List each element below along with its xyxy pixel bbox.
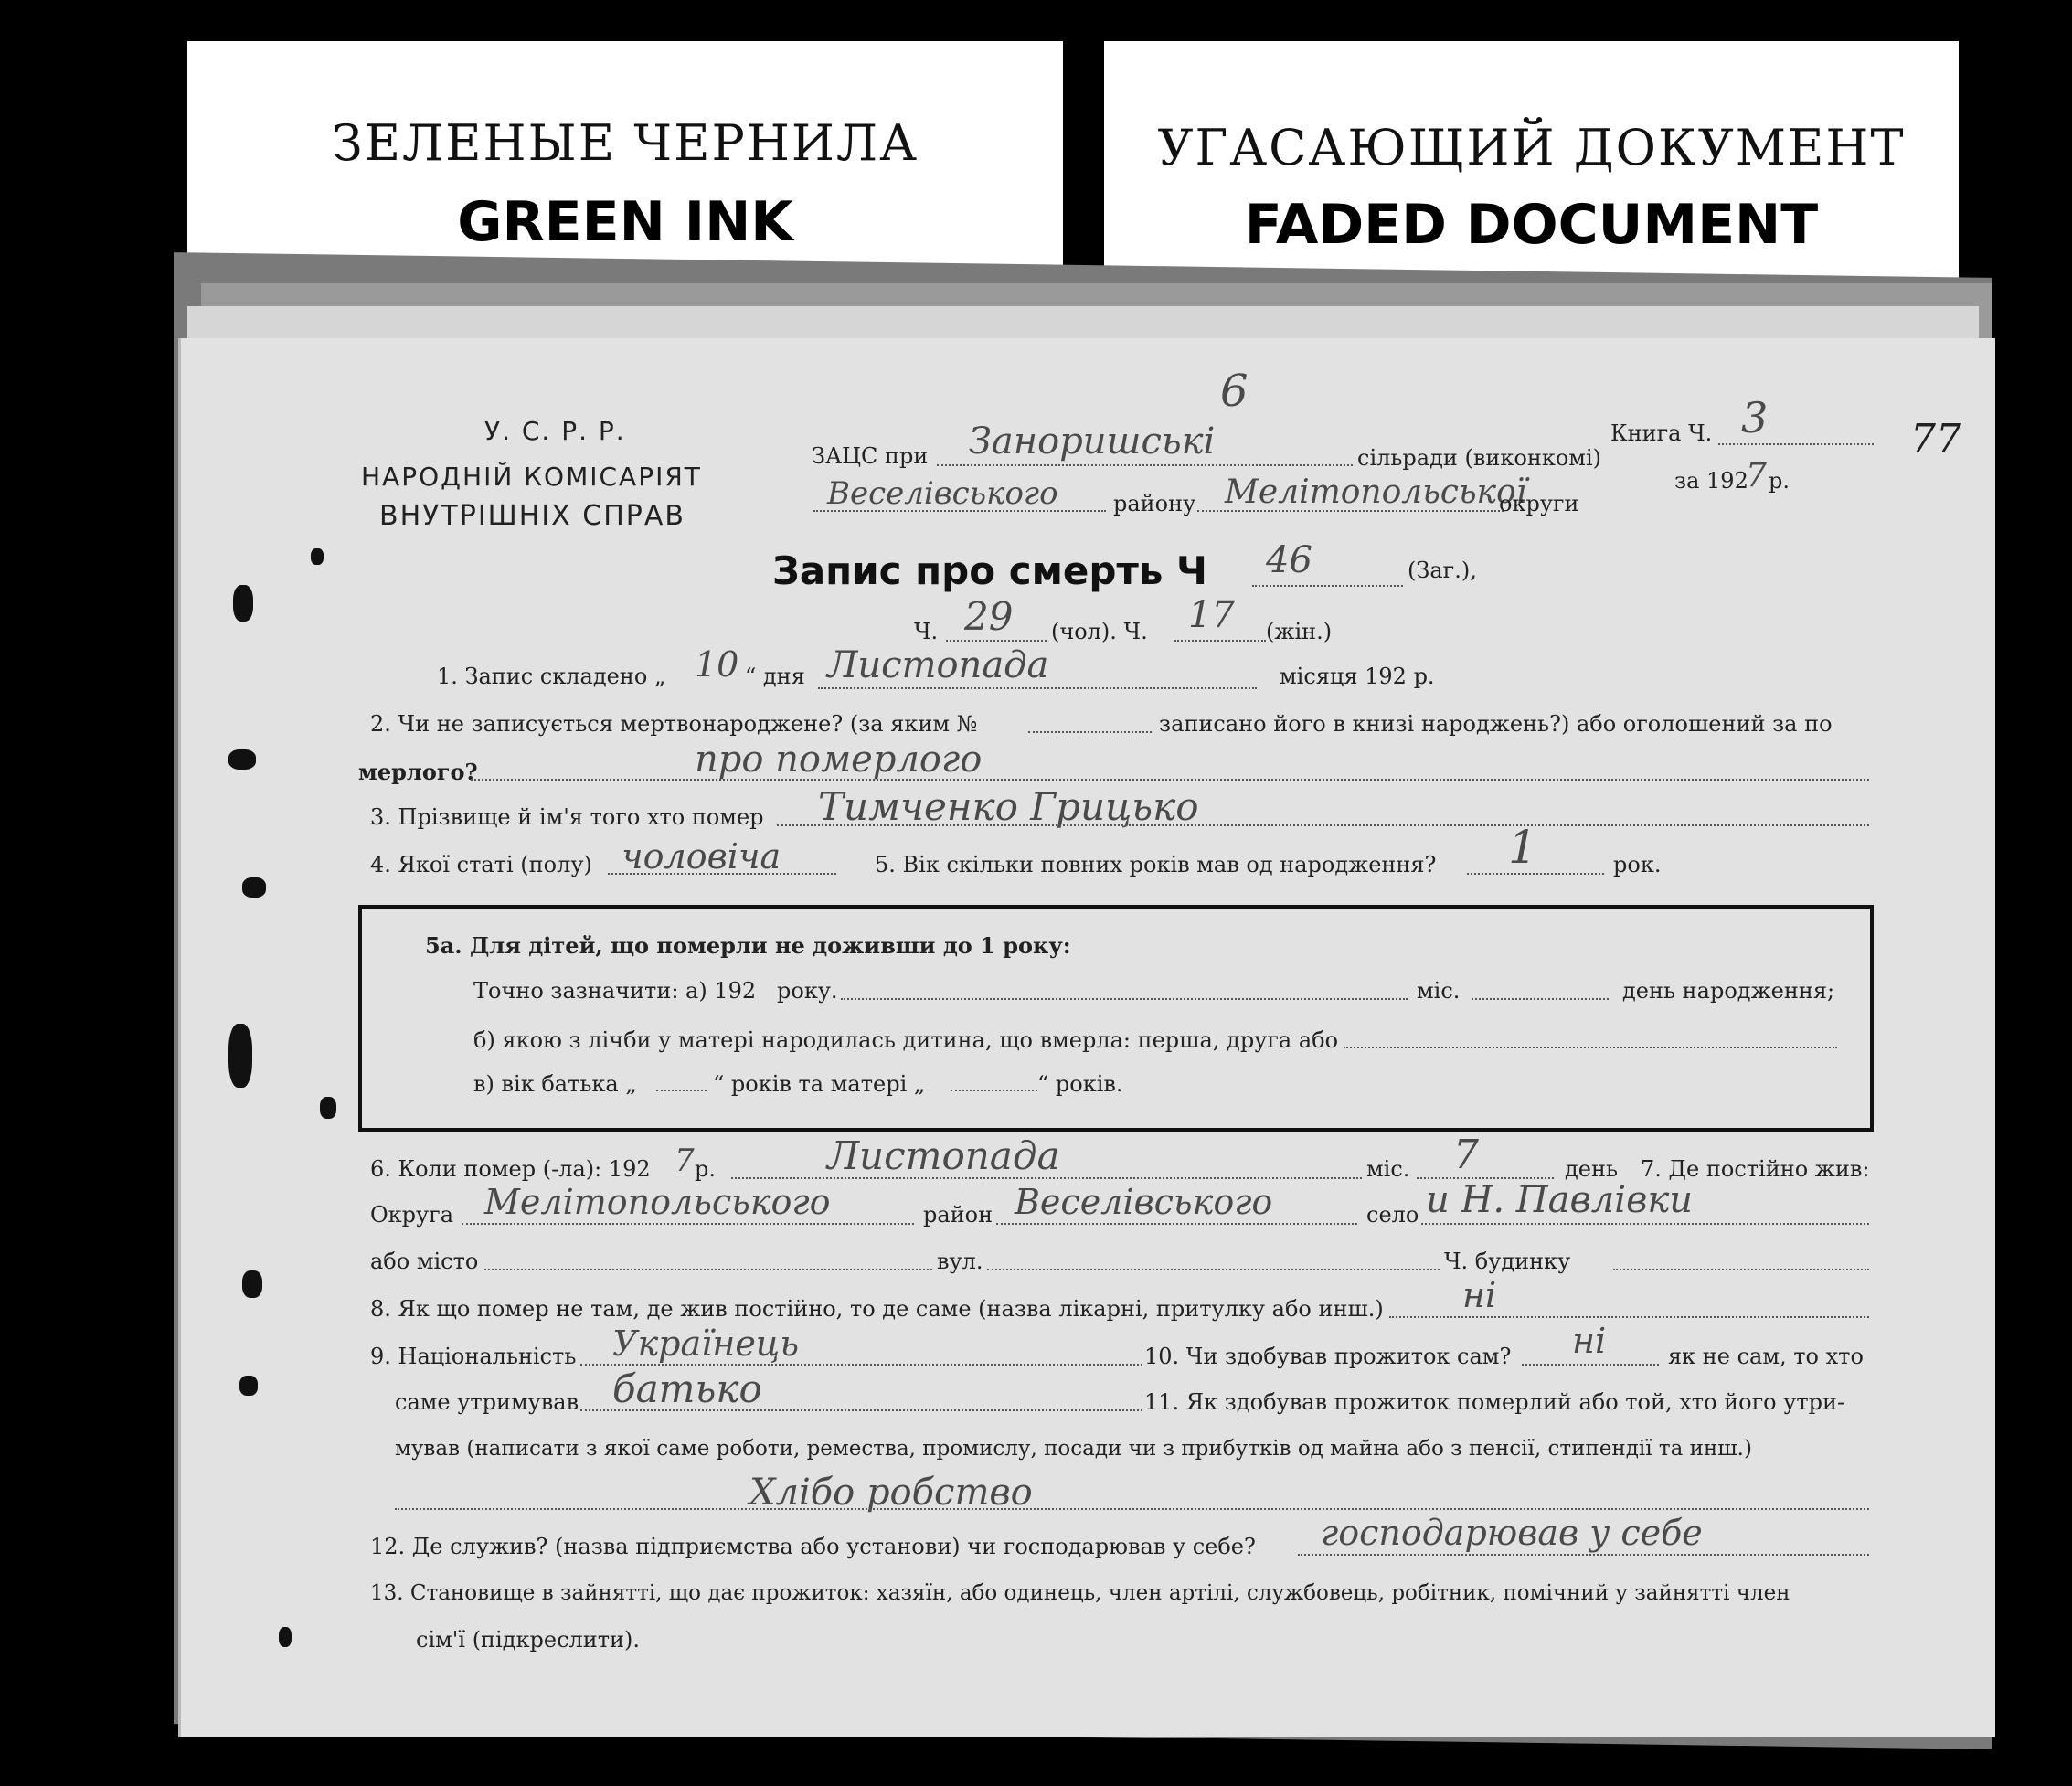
q11-label: 11. Як здобував прожиток померлий або той, хто його утри- xyxy=(1144,1389,1845,1415)
q10-tail: як не сам, то хто xyxy=(1668,1344,1864,1369)
green-ink-label-en: GREEN INK xyxy=(457,190,793,254)
q7-rayon-value: Веселівського xyxy=(1015,1182,1273,1222)
org-line-3: ВНУТРІШНІХ СПРАВ xyxy=(379,500,685,532)
q2-line2: мерлого? xyxy=(358,759,478,785)
q5a-a-rok: року. xyxy=(777,978,838,1004)
q7-label: 7. Де постійно жив: xyxy=(1641,1156,1870,1182)
q10-value: ні xyxy=(1572,1321,1607,1361)
q5-rok: рок. xyxy=(1613,852,1662,877)
record-number-value: 46 xyxy=(1266,539,1312,581)
form-title: Запис про смерть Ч xyxy=(772,548,1207,593)
q7-rayon-dots xyxy=(996,1223,1357,1225)
q13-line1: 13. Становище в зайнятті, що дає прожиток: хазяїн, або одинець, член артілі, службовець, робітник, помічний у зайнятті член xyxy=(370,1581,1790,1605)
q2-dots xyxy=(471,779,1869,781)
year-label: за 192 xyxy=(1674,468,1748,494)
q3-value: Тимченко Грицько xyxy=(818,784,1199,829)
q7-selo-value: и Н. Павлівки xyxy=(1426,1179,1693,1221)
punch-hole xyxy=(233,585,253,622)
zag-label: (Заг.), xyxy=(1408,558,1477,583)
q4-dots xyxy=(608,873,836,875)
punch-hole xyxy=(320,1097,336,1119)
q11-same-label: саме утримував xyxy=(395,1389,579,1415)
punch-hole xyxy=(242,1270,262,1298)
rayon-value: Веселівського xyxy=(827,475,1058,512)
q4-value: чоловіча xyxy=(622,836,781,877)
q7-misto-dots xyxy=(484,1269,932,1270)
green-ink-label-ru: ЗЕЛЕНЫЕ ЧЕРНИЛА xyxy=(332,114,919,172)
q7-rayon-label: район xyxy=(923,1202,993,1228)
q6-r: р. xyxy=(695,1156,716,1182)
q6-year-digit: 7 xyxy=(675,1143,695,1179)
q7-okruha-label: Округа xyxy=(370,1202,454,1228)
q1-label: 1. Запис складено „ xyxy=(437,664,666,689)
org-line-1: У. С. Р. Р. xyxy=(484,416,626,446)
zags-village-value: Заноришські xyxy=(969,420,1216,462)
q6-den: день xyxy=(1565,1156,1619,1182)
q5a-v-father-dots xyxy=(656,1090,707,1091)
q7-selo-dots xyxy=(1421,1223,1869,1225)
folio-number-mark: 77 xyxy=(1910,416,1961,462)
q8-dots xyxy=(1389,1316,1869,1318)
q2-value: про померлого xyxy=(695,739,983,781)
female-count-value: 17 xyxy=(1188,594,1235,636)
rayonu-label: району xyxy=(1113,491,1196,516)
q5a-a-mis: міс. xyxy=(1417,978,1461,1004)
zags-village-dots xyxy=(937,464,1353,466)
page-number-mark: 6 xyxy=(1220,366,1249,417)
q12-value: господарював у себе xyxy=(1321,1513,1703,1553)
q1-mid: “ дня xyxy=(745,664,805,689)
q7-budynku-label: Ч. будинку xyxy=(1444,1249,1571,1274)
q5-age-dots xyxy=(1467,873,1604,875)
punch-hole xyxy=(242,877,266,898)
q9-dots xyxy=(580,1364,1142,1366)
q12-dots xyxy=(1298,1554,1869,1556)
q5a-v-mid: “ років та матері „ xyxy=(713,1071,926,1097)
q3-dots xyxy=(777,824,1869,826)
q5a-title: 5а. Для дітей, що померли не доживши до 1 року: xyxy=(425,932,1071,959)
q1-month-dots xyxy=(818,687,1257,689)
q10-dots xyxy=(1522,1364,1659,1366)
q11-same-dots xyxy=(580,1409,1142,1411)
q6-label: 6. Коли помер (-ла): 192 xyxy=(370,1156,651,1182)
punch-hole xyxy=(311,548,324,565)
q7-okruha-dots xyxy=(462,1223,914,1225)
q3-label: 3. Прізвище й ім'я того хто помер xyxy=(370,804,764,830)
q6-mis: міс. xyxy=(1366,1156,1410,1182)
punch-hole xyxy=(239,1376,258,1396)
book-label: Книга Ч. xyxy=(1610,420,1713,446)
faded-document-label-ru: УГАСАЮЩИЙ ДОКУМЕНТ xyxy=(1157,119,1906,176)
year-digit-value: 7 xyxy=(1746,457,1767,494)
okruha-value: Мелітопольської xyxy=(1225,473,1527,511)
q9-label: 9. Національність xyxy=(370,1344,577,1369)
male-count-value: 29 xyxy=(964,594,1014,639)
q5a-v-tail: “ років. xyxy=(1037,1071,1123,1097)
q6-month-value: Листопада xyxy=(827,1133,1060,1178)
q10-label: 10. Чи здобував прожиток сам? xyxy=(1144,1344,1512,1369)
q5a-v: в) вік батька „ xyxy=(473,1071,637,1097)
q5a-b-dots xyxy=(1344,1047,1837,1048)
q11-value: Хлібо робство xyxy=(749,1472,1033,1514)
q12-label: 12. Де служив? (назва підприємства або установи) чи господарював у себе? xyxy=(370,1534,1256,1559)
q5-age-value: 1 xyxy=(1508,821,1537,874)
faded-document-label-en: FADED DOCUMENT xyxy=(1244,193,1819,257)
q11-line2: мував (написати з якої саме роботи, ремества, промислу, посади чи з прибутків од майна або з пенсії, стипендії та инш.) xyxy=(395,1437,1752,1461)
q8-value: ні xyxy=(1462,1275,1497,1315)
ch-label: Ч. xyxy=(914,619,939,644)
q7-vul-label: вул. xyxy=(937,1249,983,1274)
q2-number-dots xyxy=(1028,731,1152,733)
q7-budynku-dots xyxy=(1613,1269,1869,1270)
q7-okruha-value: Мелітопольського xyxy=(484,1182,831,1222)
q1-month-value: Листопада xyxy=(827,644,1049,686)
book-number-dots xyxy=(1718,443,1874,445)
q11-same-value: батько xyxy=(612,1366,762,1411)
q1-day-value: 10 xyxy=(695,644,739,685)
q7-misto-label: або місто xyxy=(370,1249,479,1274)
q13-line2: сім'ї (підкреслити). xyxy=(416,1627,641,1653)
q5a-a-dots-2 xyxy=(1472,998,1609,1000)
zhin-label: (жін.) xyxy=(1266,619,1333,644)
q8-label: 8. Як що помер не там, де жив постійно, то де саме (назва лікарні, притулку або инш.) xyxy=(370,1296,1384,1322)
q5a-b: б) якою з лічби у матері народилась дитина, що вмерла: перша, друга або xyxy=(473,1027,1339,1053)
okruha-dots xyxy=(1197,510,1504,512)
q2-line1b: записано його в книзі народжень?) або оголошений за по xyxy=(1159,711,1833,737)
q9-value: Українець xyxy=(612,1324,800,1364)
q4-label: 4. Якої статі (полу) xyxy=(370,852,592,877)
q11-dots xyxy=(395,1508,1869,1510)
q2-line1: 2. Чи не записується мертвонароджене? (за яким № xyxy=(370,711,978,737)
okruhy-label: округи xyxy=(1499,491,1579,516)
zags-label: ЗАЦС при xyxy=(812,443,929,469)
punch-hole xyxy=(279,1627,292,1647)
q7-vul-dots xyxy=(987,1269,1440,1270)
q5-label: 5. Вік скільки повних років мав од народження? xyxy=(875,852,1437,877)
q7-selo-label: село xyxy=(1366,1202,1419,1228)
year-suffix: р. xyxy=(1769,468,1790,494)
book-number-value: 3 xyxy=(1741,393,1769,442)
rayon-dots xyxy=(813,510,1106,512)
q1-tail: місяця 192 р. xyxy=(1280,664,1435,689)
male-count-dots xyxy=(946,640,1047,642)
chol-label: (чол). Ч. xyxy=(1051,619,1148,644)
record-number-dots xyxy=(1252,585,1403,587)
q6-month-dots xyxy=(731,1177,1362,1179)
q5a-a-dots-1 xyxy=(841,998,1408,1000)
female-count-dots xyxy=(1174,640,1266,642)
punch-hole xyxy=(228,1024,252,1088)
q6-day-value: 7 xyxy=(1453,1132,1479,1178)
org-line-2: НАРОДНІЙ КОМІСАРІЯТ xyxy=(361,462,702,492)
silrady-label: сільради (виконкомі) xyxy=(1357,445,1601,471)
q5a-a-day: день народження; xyxy=(1622,978,1835,1004)
q5a-v-mother-dots xyxy=(951,1090,1037,1091)
q5a-a: Точно зазначити: а) 192 xyxy=(473,978,757,1004)
punch-hole xyxy=(228,749,256,770)
